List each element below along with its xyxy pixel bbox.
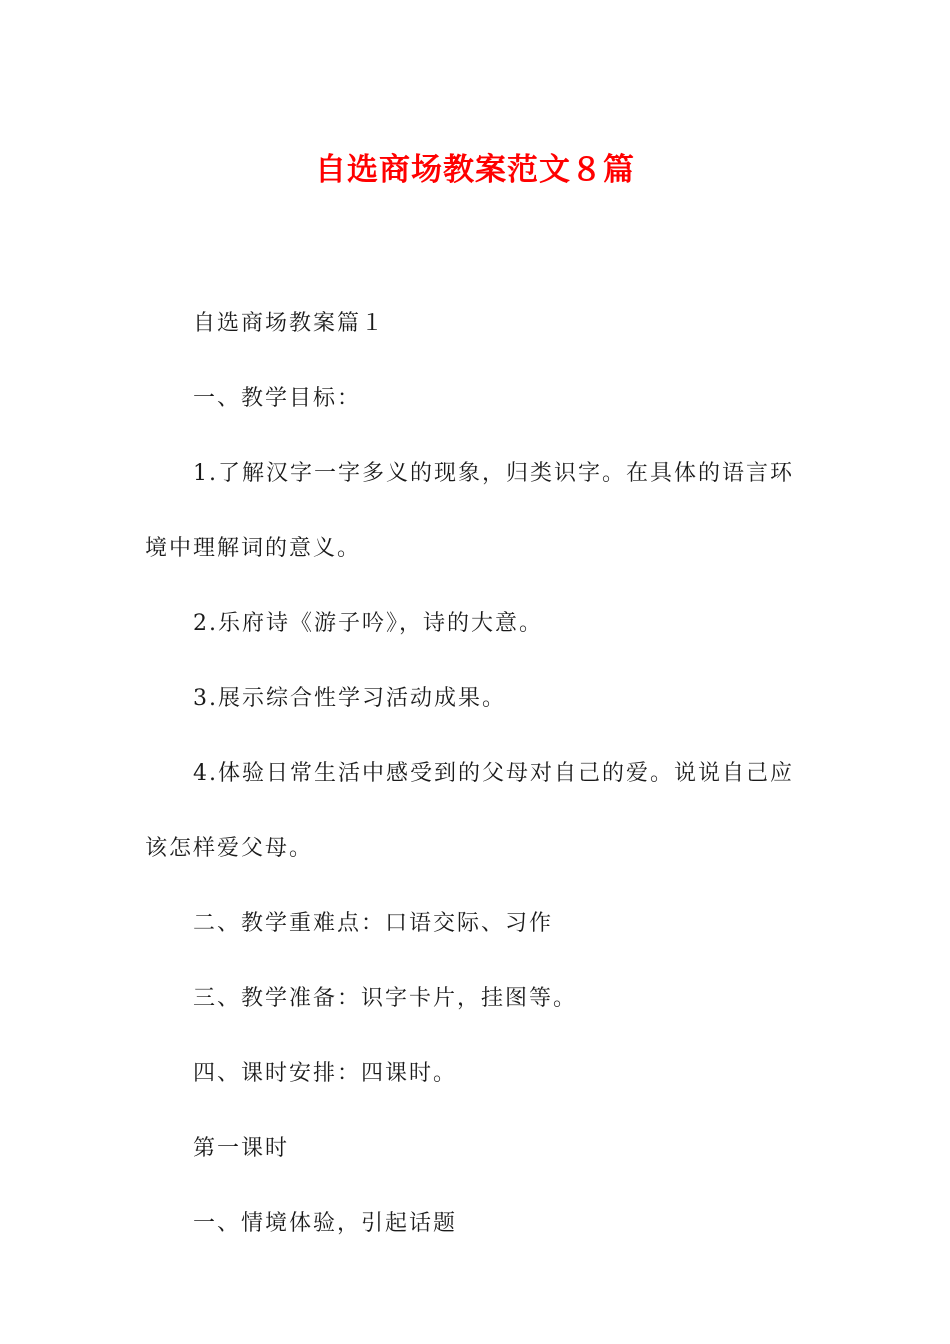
paragraph-section-heading: 自选商场教案篇１ bbox=[193, 311, 386, 336]
paragraph-schedule: 四、课时安排：四课时。 bbox=[193, 1061, 458, 1086]
paragraph-key-points: 二、教学重难点：口语交际、习作 bbox=[193, 911, 554, 936]
paragraph-preparation: 三、教学准备：识字卡片，挂图等。 bbox=[193, 986, 578, 1011]
paragraph-goal-2: 2.乐府诗《游子吟》，诗的大意。 bbox=[193, 611, 543, 636]
paragraph-goal-3: 3.展示综合性学习活动成果。 bbox=[193, 686, 506, 711]
document-title: 自选商场教案范文８篇 bbox=[315, 152, 635, 188]
document-body bbox=[145, 286, 795, 1261]
paragraph-teaching-goals: 一、教学目标： bbox=[193, 386, 362, 411]
paragraph-first-lesson: 第一课时 bbox=[193, 1136, 290, 1161]
paragraph-goal-4: 4.体验日常生活中感受到的父母对自己的爱。说说自己应该怎样爱父母。 bbox=[145, 761, 794, 861]
paragraph-goal-1: 1.了解汉字一字多义的现象，归类识字。在具体的语言环境中理解词的意义。 bbox=[145, 461, 794, 561]
paragraph-situation: 一、情境体验，引起话题 bbox=[193, 1211, 458, 1236]
